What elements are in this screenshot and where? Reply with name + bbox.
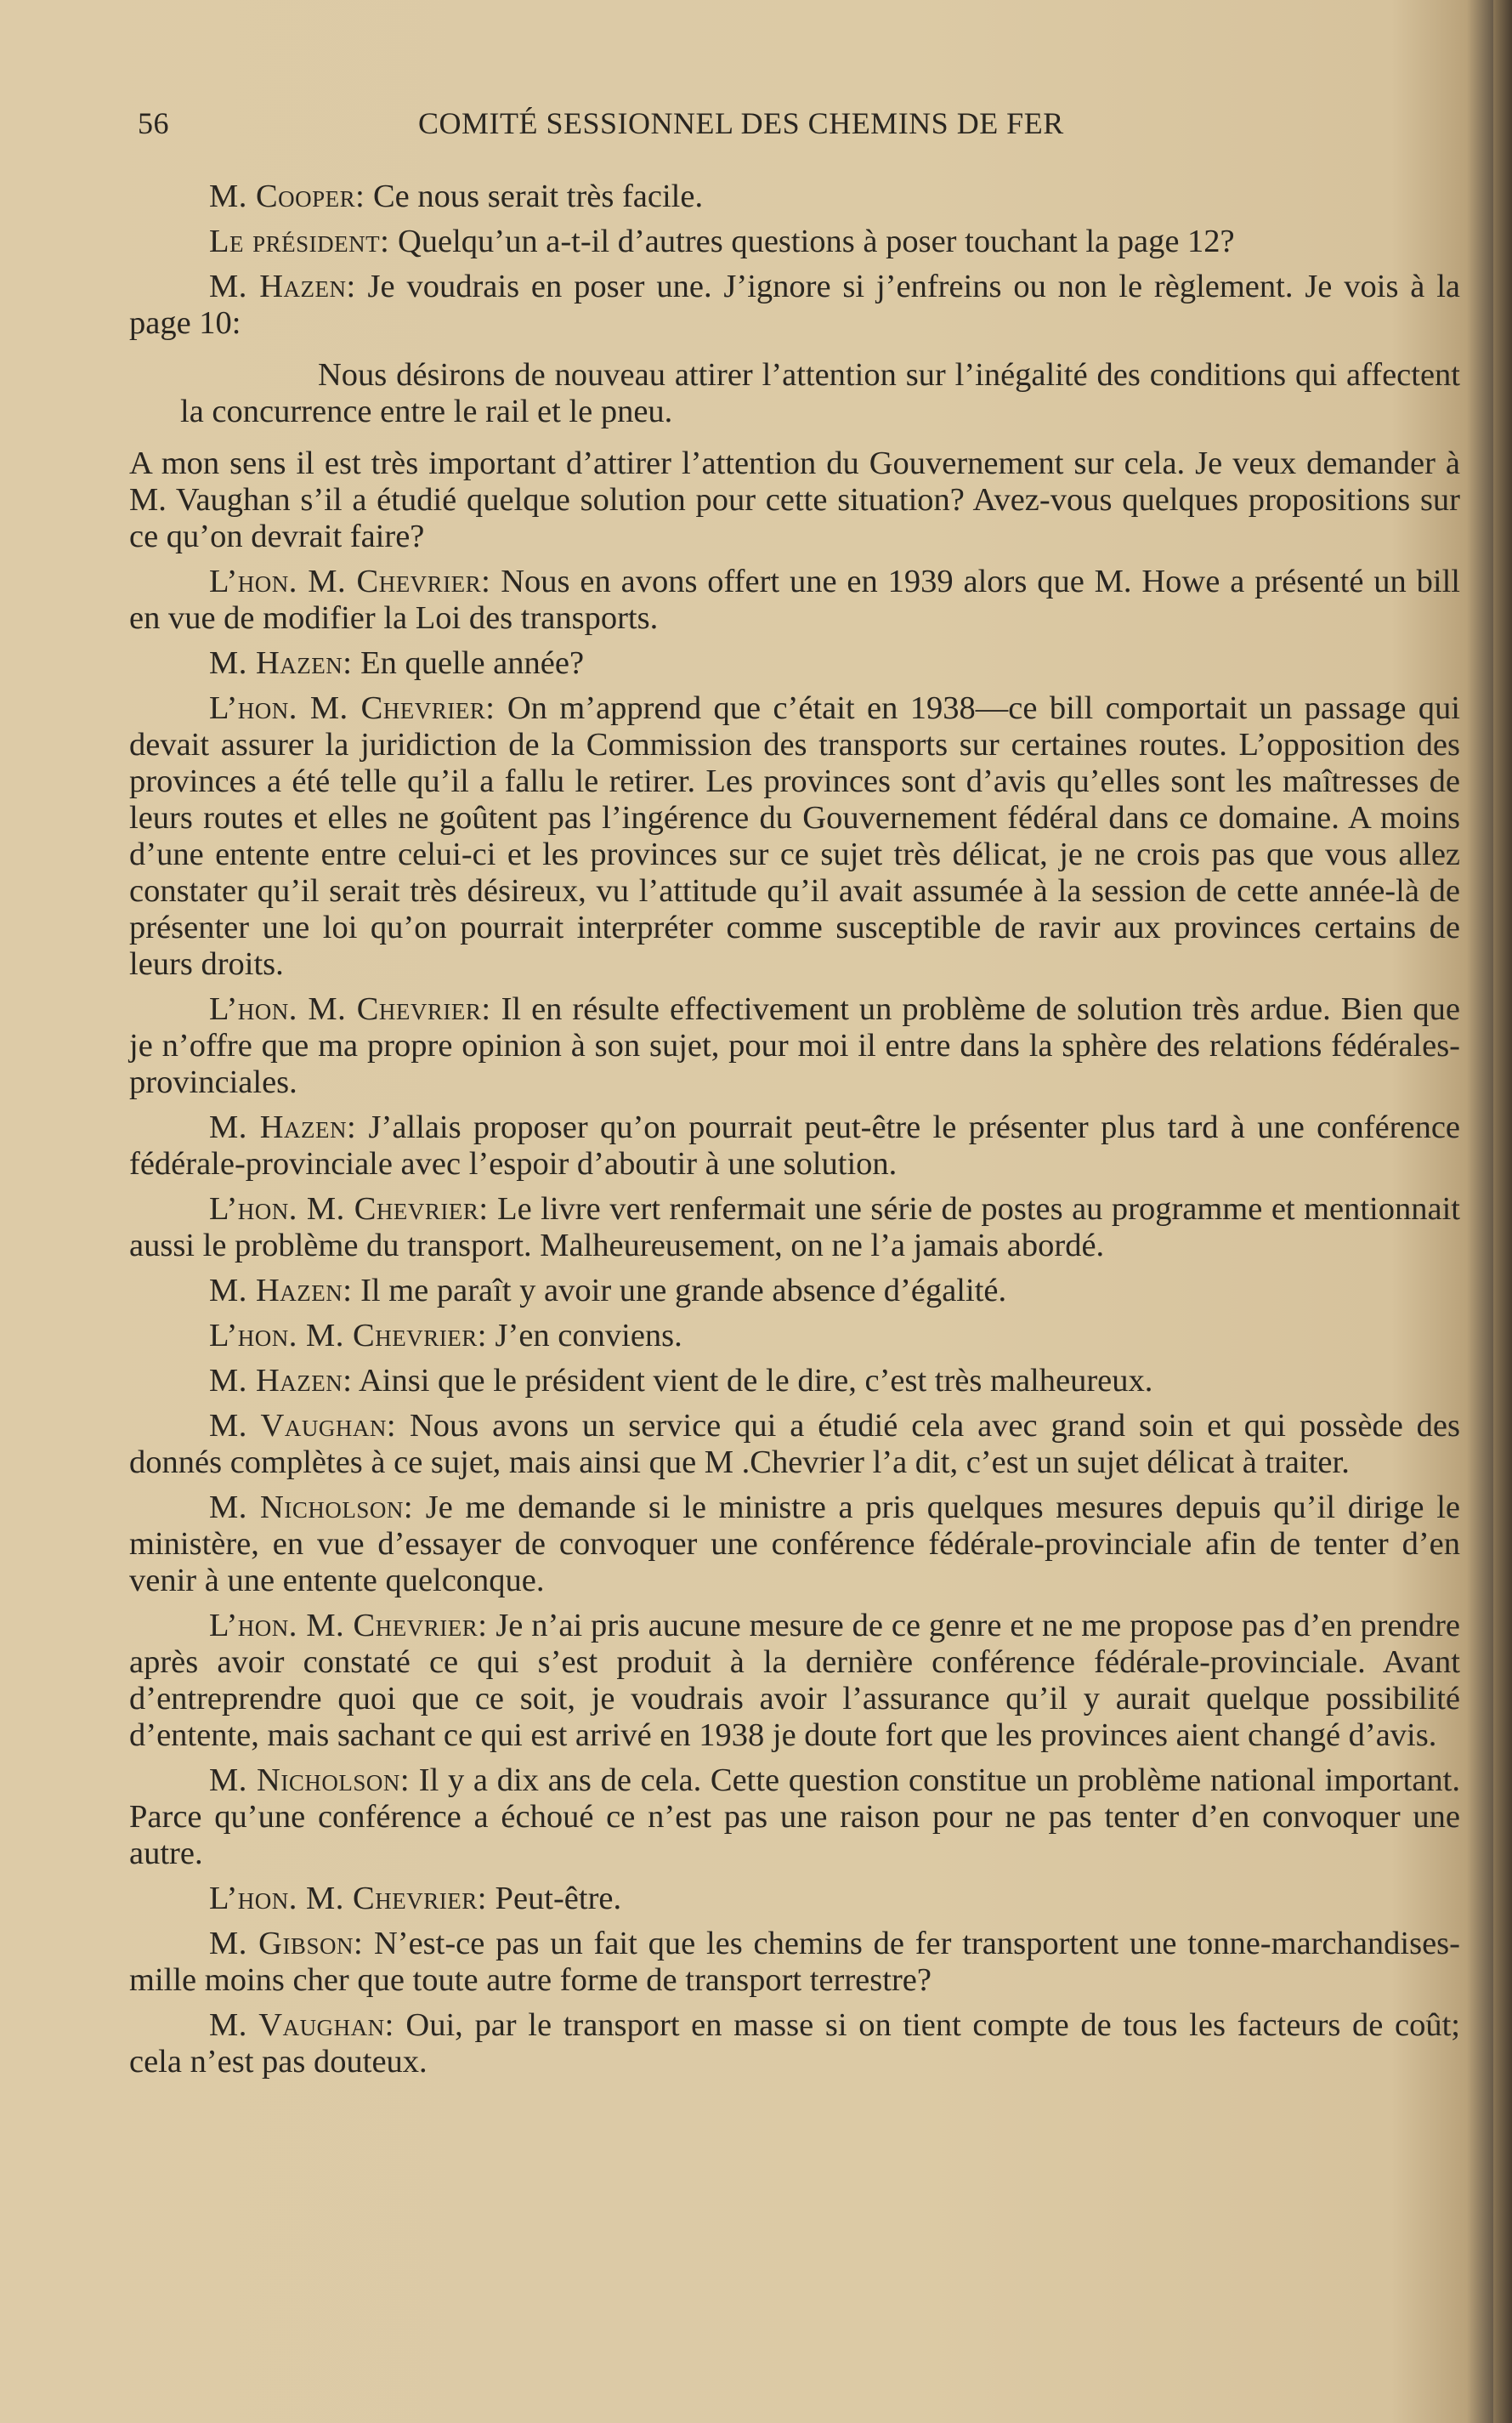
paragraph	[129, 1191, 1460, 1264]
paragraph	[129, 1608, 1460, 1754]
paragraph	[129, 991, 1460, 1101]
speech: On m’apprend que c’était en 1938—ce bill comportait un passage qui devait assurer la juridiction de la Commission des transports sur certaines routes. L’opposition des provinces a été telle qu’il a fallu le retirer. Les provinces sont d’avis qu’elles sont les maîtresses de leurs routes et elles ne goûtent pas l’ingérence du Gouvernement fédéral dans ce domaine. A moins d’une entente entre celui-ci et les provinces sur ce sujet très délicat, je ne crois pas que vous allez constater qu’il serait très désireux, vu l’attitude qu’il avait assumée à la session de cette année-là de présenter une loi qu’on pourrait interpréter comme susceptible de ravir aux provinces certains de leurs droits.	[129, 690, 1460, 982]
speaker: M. Nicholson:	[209, 1490, 414, 1525]
speaker: M. Vaughan:	[209, 1408, 397, 1444]
speaker: M. Hazen:	[209, 1363, 353, 1399]
paragraph	[129, 645, 1460, 682]
speech: En quelle année?	[352, 645, 585, 681]
running-title: COMITÉ SESSIONNEL DES CHEMINS DE FER	[418, 106, 1064, 140]
speech: J’allais proposer qu’on pourrait peut-être le présenter plus tard à une conférence fédérale-provinciale avec l’espoir d’aboutir à une solution.	[129, 1109, 1460, 1182]
paragraph	[129, 1881, 1460, 1917]
paragraph	[129, 179, 1460, 215]
paragraph	[129, 1363, 1460, 1399]
speech: Nous en avons offert une en 1939 alors que M. Howe a présenté un bill en vue de modifier la Loi des transports.	[129, 564, 1460, 636]
speech: J’en conviens.	[486, 1318, 682, 1353]
speech: N’est-ce pas un fait que les chemins de fer transportent une tonne-marchandises-mille moins cher que toute autre forme de transport terrestre?	[129, 1926, 1460, 1998]
speaker: L’hon. M. Chevrier:	[209, 1318, 487, 1353]
speaker: L’hon. M. Chevrier:	[209, 991, 491, 1027]
speech: Peut-être.	[486, 1881, 622, 1916]
speech: Il en résulte effectivement un problème de solution très ardue. Bien que je n’offre que ma propre opinion à son sujet, pour moi il entre dans la sphère des relations fédérales-provinciales.	[129, 991, 1461, 1100]
paragraph	[129, 1490, 1460, 1599]
speech: Il y a dix ans de cela. Cette question constitue un problème national important. Parce qu’une conférence a échoué ce n’est pas une raison pour ne pas tenter d’en convoquer une autre.	[129, 1762, 1460, 1871]
speech: Oui, par le transport en masse si on tient compte de tous les facteurs de coût; cela n’est pas douteux.	[129, 2007, 1460, 2080]
speaker: L’hon. M. Chevrier:	[209, 690, 496, 726]
paragraph-continuation: A mon sens il est très important d’attirer l’attention du Gouvernement sur cela. Je veux demander à M. Vaughan s’il a étudié quelque solution pour cette situation? Avez-vous quelques propositions sur ce qu’on devrait faire?	[129, 445, 1460, 554]
paragraph	[129, 690, 1460, 983]
paragraph	[129, 1318, 1460, 1354]
paragraph	[129, 1109, 1460, 1183]
paragraph	[129, 1408, 1460, 1481]
speaker: M. Gibson:	[209, 1926, 364, 1961]
speech: Ce nous serait très facile.	[365, 179, 704, 214]
speaker: L’hon. M. Chevrier:	[209, 1608, 488, 1643]
paragraph	[129, 564, 1460, 637]
page-edge	[1493, 0, 1512, 2423]
paragraph	[129, 1762, 1460, 1872]
speaker: M. Hazen:	[209, 645, 353, 681]
speaker: M. Hazen:	[209, 1273, 353, 1308]
paragraph	[129, 1273, 1460, 1309]
speech: Ainsi que le président vient de le dire, c’est très malheureux.	[352, 1363, 1153, 1399]
document-body	[129, 179, 1460, 2089]
speaker: M. Hazen:	[209, 1109, 357, 1145]
paragraph	[129, 224, 1460, 260]
block-quote: Nous désirons de nouveau attirer l’attention sur l’inégalité des conditions qui affectent la concurrence entre le rail et le pneu.	[180, 357, 1460, 429]
paragraph	[129, 1926, 1460, 1999]
speaker: L’hon. M. Chevrier:	[209, 1191, 489, 1227]
speech: Je me demande si le ministre a pris quelques mesures depuis qu’il dirige le ministère, en vue d’essayer de convoquer une conférence fédérale-provinciale afin de tenter d’en venir à une entente quelconque.	[129, 1490, 1460, 1598]
speaker: L’hon. M. Chevrier:	[209, 564, 491, 599]
page-number: 56	[138, 106, 169, 140]
speech: Je voudrais en poser une. J’ignore si j’enfreins ou non le règlement. Je vois à la page 10:	[129, 269, 1460, 341]
paragraph	[129, 269, 1460, 342]
speaker: M. Nicholson:	[209, 1762, 411, 1798]
speech: Nous avons un service qui a étudié cela avec grand soin et qui possède des donnés complètes à ce sujet, mais ainsi que M .Chevrier l’a dit, c’est un sujet délicat à traiter.	[129, 1408, 1461, 1480]
speech: Le livre vert renfermait une série de postes au programme et mentionnait aussi le problème du transport. Malheureusement, on ne l’a jamais abordé.	[129, 1191, 1460, 1263]
speaker: L’hon. M. Chevrier:	[209, 1881, 487, 1916]
paragraph	[129, 2007, 1460, 2080]
speech: Il me paraît y avoir une grande absence d’égalité.	[352, 1273, 1007, 1308]
speaker: M. Hazen:	[209, 269, 356, 304]
speaker: Le président:	[209, 224, 390, 259]
speaker: M. Cooper:	[209, 179, 365, 214]
speech: Quelqu’un a-t-il d’autres questions à poser touchant la page 12?	[389, 224, 1235, 259]
speech: Je n’ai pris aucune mesure de ce genre et ne me propose pas d’en prendre après avoir constaté ce qui s’est produit à la dernière conférence fédérale-provinciale. Avant d’entreprendre quoi que ce soit, je voudrais avoir l’assurance qu’il y aurait quelque possibilité d’entente, mais sachant ce qui est arrivé en 1938 je doute fort que les provinces aient changé d’avis.	[129, 1608, 1460, 1753]
speaker: M. Vaughan:	[209, 2007, 394, 2043]
